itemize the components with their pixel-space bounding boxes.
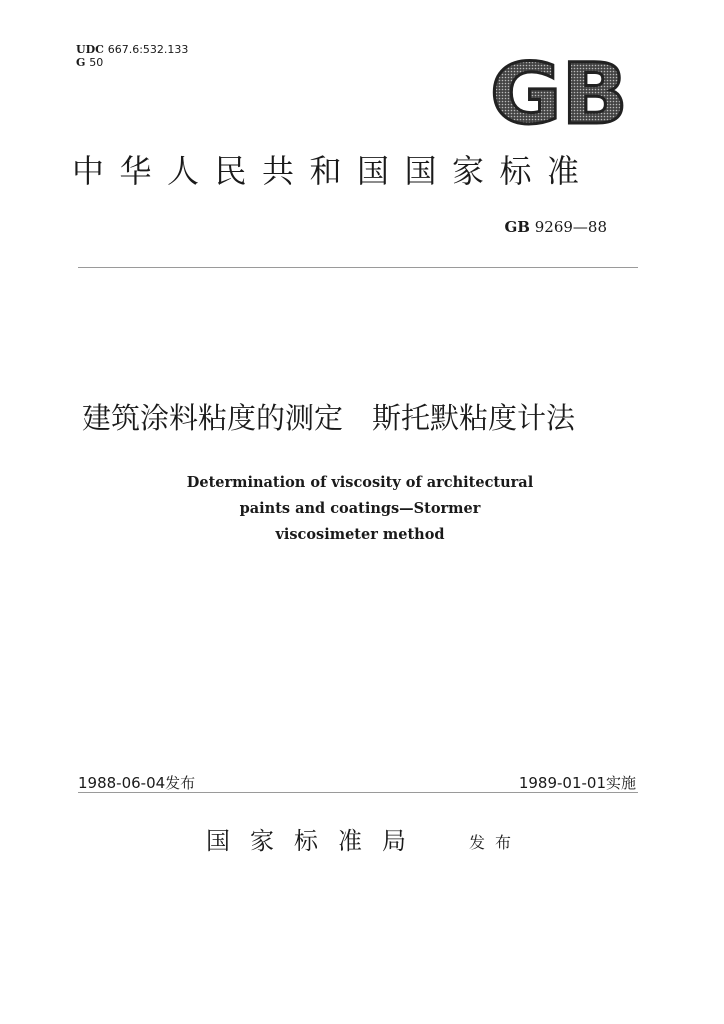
class-code: 50 — [89, 56, 104, 69]
standard-number-prefix: GB — [504, 218, 530, 236]
standard-number — [504, 218, 607, 236]
gb-logo — [486, 55, 632, 131]
title-en-line: Determination of viscosity of architectural — [186, 474, 534, 491]
standard-number-value: 9269—88 — [534, 218, 607, 236]
document-title-en — [150, 470, 570, 548]
title-en-line: viscosimeter method — [275, 526, 445, 543]
title-en-line: paints and coatings—Stormer — [239, 500, 481, 517]
implementation-date: 1989-01-01实施 — [518, 774, 636, 792]
bottom-divider — [78, 792, 638, 793]
issue-action: 发布 — [469, 833, 522, 852]
udc-label: UDC — [76, 43, 104, 56]
classification-codes — [76, 43, 188, 69]
issue-date: 1988-06-04发布 — [78, 774, 196, 792]
udc-line — [76, 43, 188, 56]
class-label: G — [76, 56, 86, 69]
class-line — [76, 56, 188, 69]
document-title-cn: 建筑涂料粘度的测定 斯托默粘度计法 — [82, 401, 576, 435]
national-standard-title: 中华人民共和国国家标准 — [72, 152, 595, 190]
gb-logo-text: GB — [490, 55, 628, 131]
issuing-authority: 国家标准局 — [206, 827, 426, 855]
top-divider — [78, 267, 638, 268]
udc-code: 667.6:532.133 — [107, 43, 189, 56]
